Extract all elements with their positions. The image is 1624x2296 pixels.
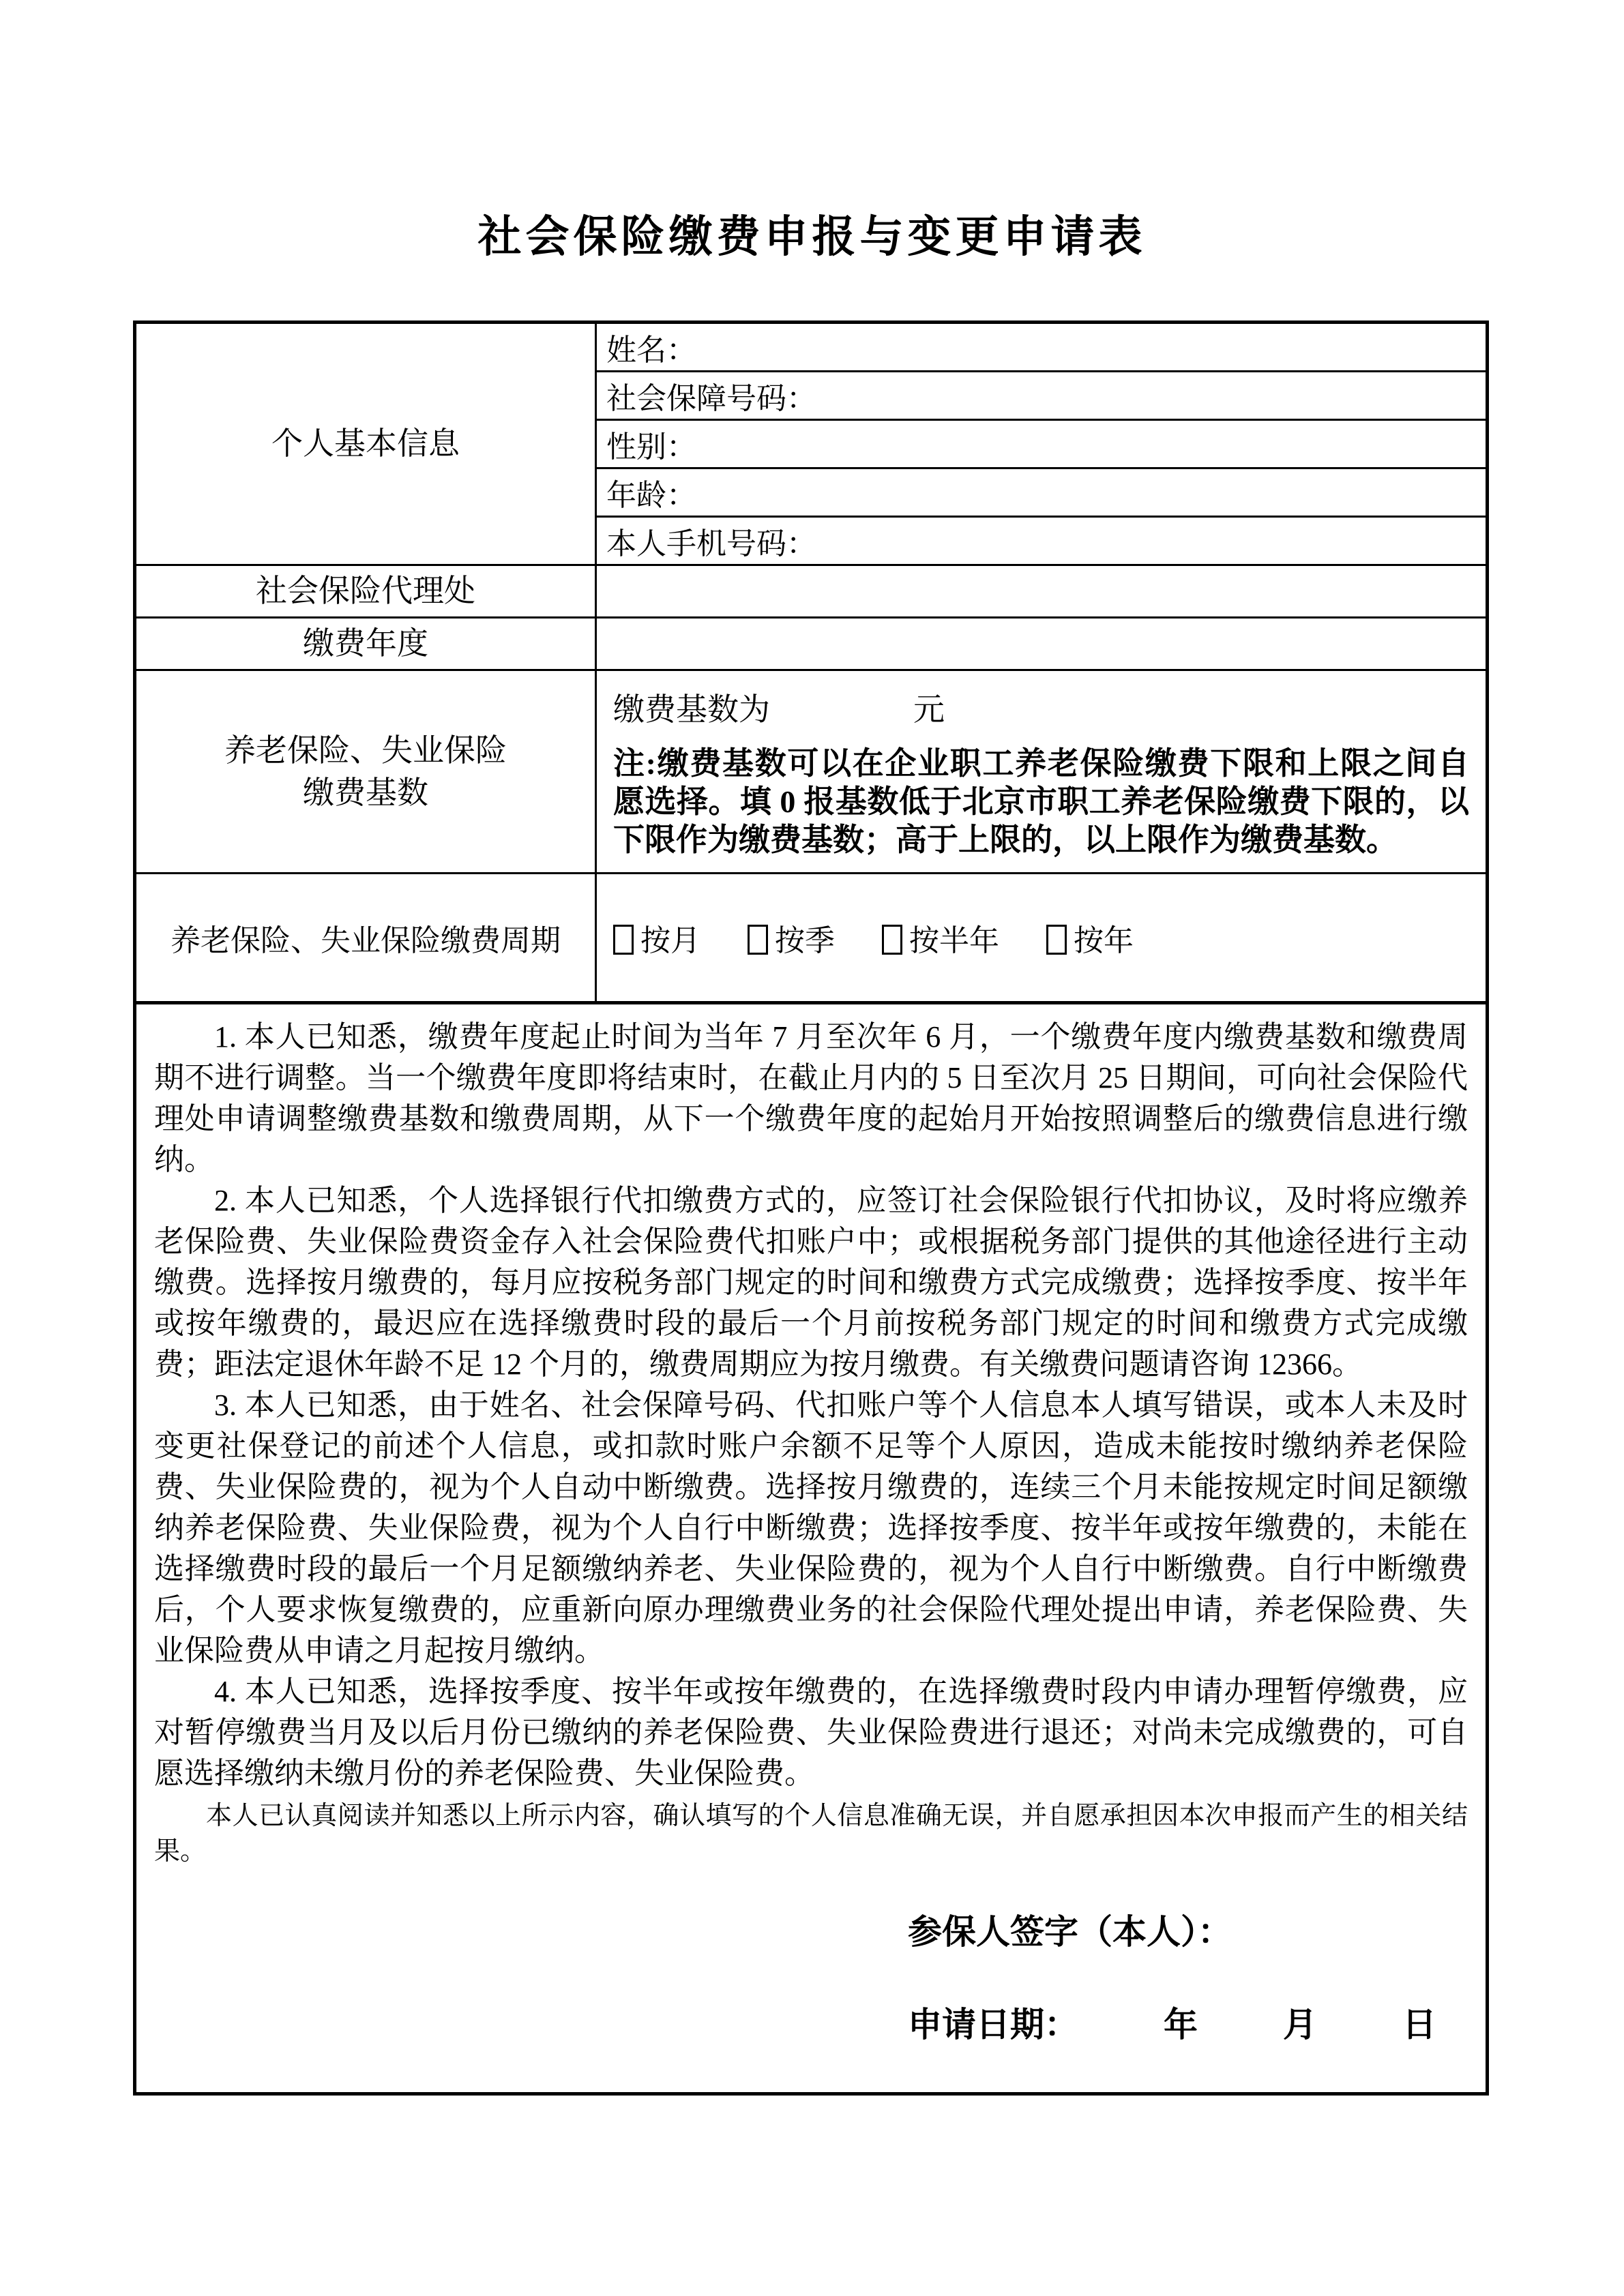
date-day-label: 日 bbox=[1402, 2006, 1436, 2044]
table-row bbox=[135, 1003, 1488, 2094]
table-row bbox=[135, 874, 1488, 1003]
agency-header: 社会保险代理处 bbox=[135, 565, 596, 618]
date-month-label: 月 bbox=[1283, 2006, 1317, 2044]
payment-period-cell bbox=[596, 874, 1488, 1003]
checkbox-unchecked-icon bbox=[748, 925, 768, 955]
checkbox-option-semiannual-label: 按半年 bbox=[909, 924, 999, 958]
checkbox-option-annual[interactable] bbox=[1046, 924, 1134, 957]
form-title: 社会保险缴费申报与变更申请表 bbox=[477, 213, 1147, 261]
terms-paragraph-1: 1. 本人已知悉，缴费年度起止时间为当年 7 月至次年 6 月，一个缴费年度内缴费基数和缴费周期不进行调整。当一个缴费年度即将结束时，在截止月内的 5 日至次月 25 日期间，可向社会保险代理处申请调整缴费基数和缴费周期，从下一个缴费年度的起始月开始按照调整后的缴费信息进行缴纳。 bbox=[154, 1020, 1468, 1177]
personal-info-header: 个人基本信息 bbox=[135, 323, 596, 565]
name-label: 姓名： bbox=[606, 333, 696, 367]
payment-base-header bbox=[135, 670, 596, 874]
date-day-blank[interactable] bbox=[1317, 2012, 1402, 2046]
acknowledgment-text: 本人已认真阅读并知悉以上所示内容，确认填写的个人信息准确无误，并自愿承担因本次申报而产生的相关结果。 bbox=[154, 1802, 1468, 1866]
ssn-label: 社会保障号码： bbox=[606, 382, 816, 415]
age-field-cell bbox=[596, 468, 1488, 517]
signature-line bbox=[908, 1905, 1468, 1954]
date-label: 申请日期： bbox=[908, 2006, 1078, 2044]
checkbox-unchecked-icon bbox=[613, 925, 634, 955]
gender-field-cell bbox=[596, 420, 1488, 468]
checkbox-option-quarterly-label: 按季 bbox=[775, 924, 835, 958]
ssn-field-cell bbox=[596, 372, 1488, 420]
terms-section bbox=[135, 1003, 1488, 2094]
table-row bbox=[135, 670, 1488, 874]
signature-block bbox=[908, 1905, 1468, 2046]
payment-base-amount-blank[interactable] bbox=[770, 698, 913, 728]
application-date-line bbox=[908, 1997, 1468, 2046]
checkbox-option-monthly[interactable] bbox=[613, 924, 700, 957]
checkbox-unchecked-icon bbox=[882, 925, 902, 955]
payment-base-note: 注:缴费基数可以在企业职工养老保险缴费下限和上限之间自愿选择。填 0 报基数低于北京市职工养老保险缴费下限的，以下限作为缴费基数；高于上限的，以上限作为缴费基数。 bbox=[613, 745, 1469, 857]
age-input-area[interactable] bbox=[696, 483, 1178, 513]
checkbox-unchecked-icon bbox=[1046, 925, 1067, 955]
checkbox-option-annual-label: 按年 bbox=[1074, 924, 1134, 958]
payment-base-prefix: 缴费基数为 bbox=[613, 691, 770, 727]
application-form-table bbox=[133, 320, 1489, 2096]
checkbox-option-quarterly[interactable] bbox=[748, 924, 835, 957]
payment-base-header-line2: 缴费基数 bbox=[303, 775, 428, 810]
payment-year-header: 缴费年度 bbox=[135, 618, 596, 670]
phone-field-cell bbox=[596, 517, 1488, 565]
gender-input-area[interactable] bbox=[696, 435, 1178, 465]
terms-paragraph-3: 3. 本人已知悉，由于姓名、社会保障号码、代扣账户等个人信息本人填写错误，或本人未及时变更社保登记的前述个人信息，或扣款时账户余额不足等个人原因，造成未能按时缴纳养老保险费、失业保险费的，视为个人自动中断缴费。选择按月缴费的，连续三个月未能按规定时间足额缴纳养老保险费、失业保险费，视为个人自行中断缴费；选择按季度、按半年或按年缴费的，未能在选择缴费时段的最后一个月足额缴纳养老、失业保险费的，视为个人自行中断缴费。自行中断缴费后，个人要求恢复缴费的，应重新向原办理缴费业务的社会保险代理处提出申请，养老保险费、失业保险费从申请之月起按月缴纳。 bbox=[154, 1388, 1468, 1668]
phone-input-area[interactable] bbox=[816, 532, 1298, 562]
terms-paragraph-2: 2. 本人已知悉，个人选择银行代扣缴费方式的，应签订社会保险银行代扣协议，及时将应缴养老保险费、失业保险费资金存入社会保险费代扣账户中；或根据税务部门提供的其他途径进行主动缴费。选择按月缴费的，每月应按税务部门规定的时间和缴费方式完成缴费；选择按季度、按半年或按年缴费的，最迟应在选择缴费时段的最后一个月前按税务部门规定的时间和缴费方式完成缴费；距法定退休年龄不足 12 个月的，缴费周期应为按月缴费。有关缴费问题请咨询 12366。 bbox=[154, 1184, 1468, 1382]
ssn-input-area[interactable] bbox=[816, 387, 1298, 417]
payment-base-unit: 元 bbox=[913, 691, 945, 727]
name-input-area[interactable] bbox=[696, 338, 1178, 368]
payment-year-input-area[interactable] bbox=[596, 618, 1488, 670]
signature-label: 参保人签字（本人）： bbox=[908, 1913, 1232, 1952]
table-row bbox=[135, 565, 1488, 618]
checkbox-option-semiannual[interactable] bbox=[882, 924, 999, 957]
payment-base-header-line1: 养老保险、失业保险 bbox=[224, 732, 507, 768]
signature-input-area[interactable] bbox=[1232, 1919, 1450, 1953]
payment-base-line bbox=[613, 685, 1469, 730]
name-field-cell bbox=[596, 323, 1488, 372]
payment-period-header: 养老保险、失业保险缴费周期 bbox=[135, 874, 596, 1003]
checkbox-option-monthly-label: 按月 bbox=[640, 924, 700, 958]
phone-label: 本人手机号码： bbox=[606, 527, 816, 561]
date-month-blank[interactable] bbox=[1198, 2012, 1283, 2046]
date-year-blank[interactable] bbox=[1078, 2012, 1164, 2046]
terms-paragraph-4: 4. 本人已知悉，选择按季度、按半年或按年缴费的，在选择缴费时段内申请办理暂停缴费，应对暂停缴费当月及以后月份已缴纳的养老保险费、失业保险费进行退还；对尚未完成缴费的，可自愿选择缴纳未缴月份的养老保险费、失业保险费。 bbox=[154, 1675, 1468, 1791]
gender-label: 性别： bbox=[606, 430, 696, 464]
payment-base-cell bbox=[596, 670, 1488, 874]
date-year-label: 年 bbox=[1164, 2006, 1198, 2044]
table-row bbox=[135, 618, 1488, 670]
agency-input-area[interactable] bbox=[596, 565, 1488, 618]
age-label: 年龄： bbox=[606, 479, 696, 512]
table-row bbox=[135, 323, 1488, 372]
